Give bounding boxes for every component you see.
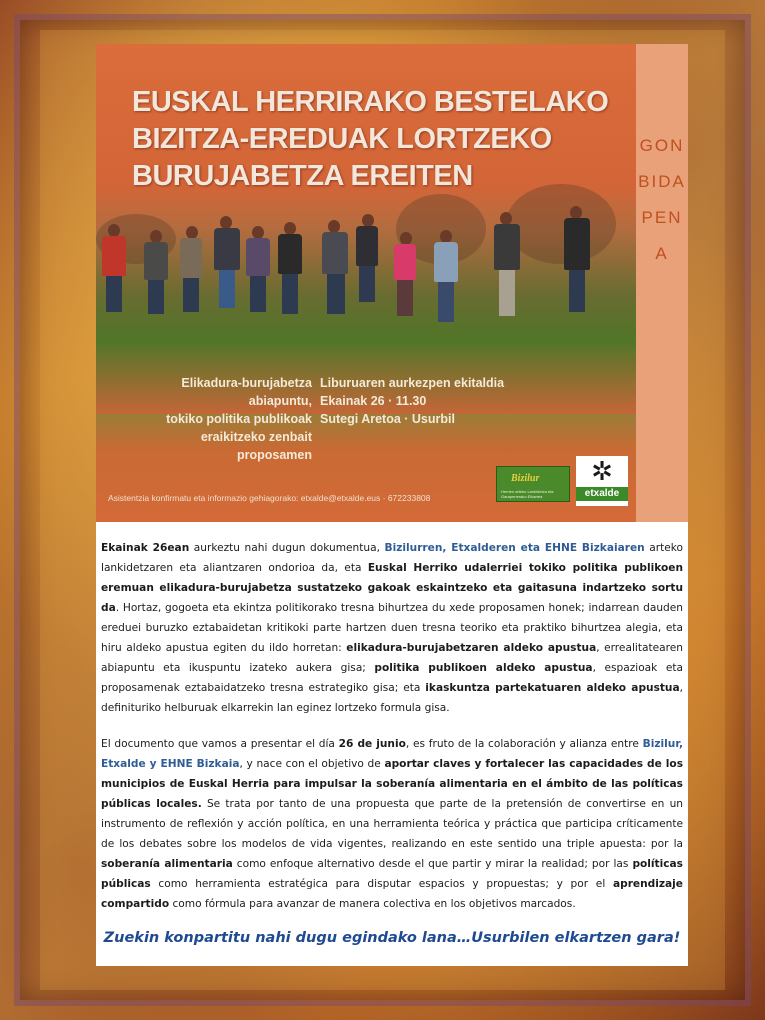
headline-line: EUSKAL HERRIRAKO BESTELAKO [132, 86, 609, 118]
organization-names: Bizilurren, Etxalderen eta EHNE Bizkaiaren [384, 542, 645, 554]
basque-paragraph [101, 538, 683, 718]
bizilur-logo-text: Bizilur [511, 473, 540, 484]
emphasis-text: 26 de junio [338, 738, 406, 750]
body-text: como enfoque alternativo desde el que partir y mirar la realidad; por las [232, 858, 633, 870]
body-text: Se trata por tanto de una propuesta que parte de la pretensión de convertirse en un instrumento de reflexión y acción política, en una herramienta teórica y práctica que participa críticamente de los debates sobre los modelos de vida vigentes, realizando en este sentido una triple apuesta: por la [101, 798, 683, 850]
body-text: aurkeztu nahi dugun dokumentua, [189, 542, 385, 554]
etxalde-logo-text: etxalde [576, 487, 628, 501]
description-panel [96, 522, 688, 966]
book-title-line: eraikitzeko zenbait proposamen [200, 430, 312, 462]
body-text: . Hortaz, gogoeta eta ekintza politikorako tresna bihurtzea du xede proposamen honek; indarrean dauden ereduei buruzko eztabaidetan kritikoki parte hartzen duen tresna teoriko eta praktiko bihurtzea alegia, eta hiru aldeko apustua egiten du ildo horretan: [101, 602, 683, 654]
event-line: Sutegi Aretoa · Usurbil [320, 412, 455, 426]
emphasis-text: aportar claves y fortalecer las capacidades de los municipios de Euskal Herria para impulsar la soberanía alimentaria en el ámbito de las políticas públicas locales. [101, 758, 683, 810]
emphasis-text: Ekainak 26ean [101, 542, 190, 554]
event-line: Ekainak 26 · 11.30 [320, 394, 427, 408]
book-title [132, 374, 312, 464]
body-text: como fórmula para avanzar de manera colectiva en los objetivos marcados. [169, 898, 576, 910]
bizilur-logo-subtitle: Herrien arteko Lankidetza eta Garapenerako Elkartea [501, 489, 554, 499]
rsvp-footer: Asistentzia konfirmatu eta informazio gehiagorako: etxalde@etxalde.eus · 672233808 [108, 493, 431, 503]
headline-line: BIZITZA-EREDUAK LORTZEKO [132, 123, 552, 155]
body-text: , y nace con el objetivo de [239, 758, 385, 770]
body-text: El documento que vamos a presentar el día [101, 738, 339, 750]
etxalde-mark-icon: ✲ [591, 456, 613, 486]
emphasis-text: elikadura-burujabetzaren aldeko apustua [346, 642, 597, 654]
body-text: arteko lankidetzaren eta aliantzaren ondorioa da, eta [101, 542, 683, 574]
organization-names: Bizilur, Etxalde y EHNE Bizkaia [101, 738, 684, 770]
invitation-label: GONBIDAPENA [638, 136, 686, 263]
emphasis-text: Euskal Herriko udalerriei tokiko politika publikoen eremuan elikadura-burujabetza sustatzeko gakoak eskaintzeko eta gaitasuna indartzeko sortu da [101, 562, 683, 614]
book-title-line: Elikadura-burujabetza abiapuntu, [181, 376, 312, 408]
event-line: Liburuaren aurkezpen ekitaldia [320, 376, 505, 390]
body-text: como herramienta estratégica para disputar espacios y propuestas; y por el [150, 878, 613, 890]
body-text: , espazioak eta proposamenak eztabaidatzeko tresna estrategiko gisa; eta [101, 662, 683, 694]
side-band [636, 44, 688, 522]
headline-line: BURUJABETZA EREITEN [132, 160, 473, 192]
body-text: , definituriko helburuak elkarrekin lan eginez lortzeko formula gisa. [101, 682, 683, 714]
invitation-poster [96, 44, 688, 522]
body-text: , errealitatearen abiapuntu eta ikuspuntu izateko aukera gisa; [101, 642, 683, 674]
spanish-paragraph [101, 734, 683, 914]
etxalde-logo [576, 456, 628, 506]
emphasis-text: aprendizaje compartido [101, 878, 683, 910]
book-title-line: tokiko politika publikoak [166, 412, 312, 426]
emphasis-text: ikaskuntza partekatuaren aldeko apustua [425, 682, 680, 694]
bizilur-logo [496, 466, 570, 502]
emphasis-text: soberanía alimentaria [101, 858, 233, 870]
emphasis-text: politika publikoen aldeko apustua [374, 662, 593, 674]
body-text: , es fruto de la colaboración y alianza entre [405, 738, 643, 750]
event-details [320, 374, 560, 428]
poster-headline [132, 84, 612, 195]
closing-line: Zuekin konpartitu nahi dugu egindako lana…Usurbilen elkartzen gara! [103, 930, 681, 946]
emphasis-text: políticas públicas [101, 858, 683, 890]
